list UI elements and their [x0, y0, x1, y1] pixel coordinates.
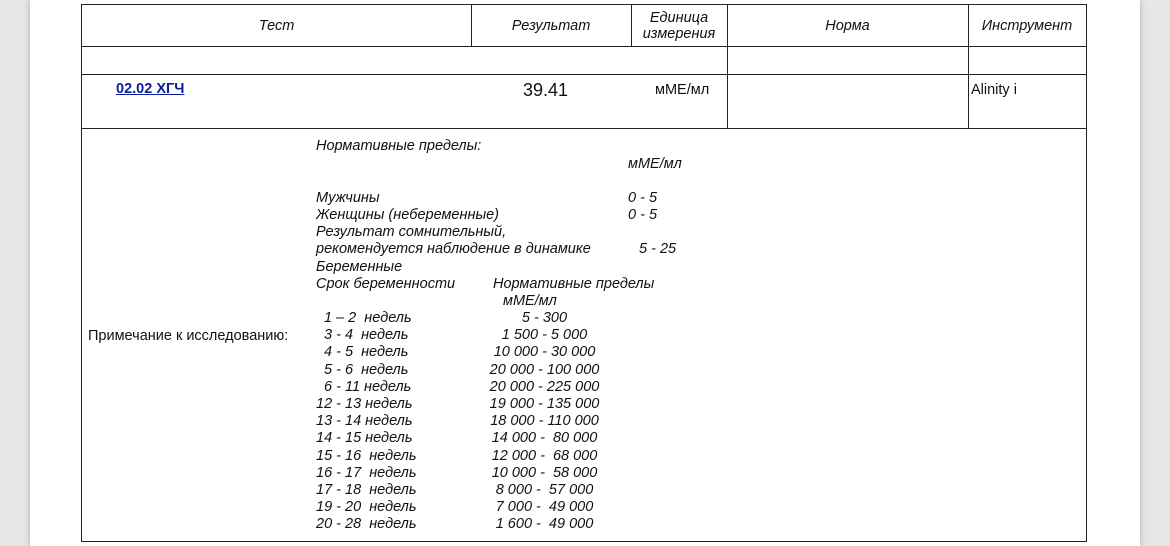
pregnancy-term: 13 - 14 недель: [316, 413, 413, 430]
test-name-link[interactable]: 02.02 ХГЧ: [116, 81, 185, 97]
norm-header: Нормативные пределы: [493, 276, 655, 292]
spacer-divider: [82, 74, 1086, 75]
group-value: 5 - 25: [639, 241, 677, 257]
header-norm: Норма: [825, 18, 870, 34]
pregnancy-range: 12 000 - 68 000: [491, 447, 598, 464]
unit-value: мМЕ/мл: [655, 82, 710, 98]
group-label: Результат сомнительный,: [316, 224, 507, 240]
pregnancy-term: 20 - 28 недель: [316, 516, 417, 533]
pregnancy-term: 12 - 13 недель: [316, 396, 413, 413]
pregnancy-ranges: [477, 310, 612, 534]
pregnancy-term: 14 - 15 недель: [316, 430, 413, 447]
pregnancy-term: 17 - 18 недель: [316, 482, 417, 499]
pregnancy-term: 6 - 11 недель: [324, 378, 412, 395]
pregnancy-range: 14 000 - 80 000: [491, 430, 598, 447]
header-unit: Единица измерения: [642, 10, 716, 42]
pregnancy-range: 5 - 300: [521, 310, 568, 326]
pregnancy-range: 20 000 - 225 000: [489, 378, 600, 395]
result-value: 39.41: [523, 80, 569, 100]
pregnancy-term: 15 - 16 недель: [316, 447, 417, 464]
header-divider: [82, 46, 1086, 47]
group-label: Мужчины: [316, 190, 380, 206]
row-divider: [82, 128, 1086, 129]
group-value: 0 - 5: [628, 190, 658, 206]
results-table: [81, 4, 1087, 542]
pregnancy-term: 4 - 5 недель: [324, 344, 409, 361]
pregnancy-range: 1 600 - 49 000: [495, 516, 594, 533]
pregnancy-range: 18 000 - 110 000: [490, 413, 599, 430]
pregnancy-range: 19 000 - 135 000: [489, 396, 600, 413]
group-label: Женщины (небеременные): [316, 207, 500, 223]
term-header: Срок беременности: [316, 276, 456, 292]
pregnancy-term: 16 - 17 недель: [316, 464, 417, 481]
reference-unit: мМЕ/мл: [628, 156, 682, 172]
pregnancy-term: 5 - 6 недель: [324, 361, 409, 378]
pregnancy-range: 10 000 - 58 000: [491, 464, 598, 481]
group-label: рекомендуется наблюдение в динамике: [316, 241, 591, 257]
pregnancy-term: 3 - 4 недель: [324, 327, 409, 344]
pregnancy-terms: [316, 310, 416, 534]
pregnancy-range: 10 000 - 30 000: [493, 344, 596, 361]
group-value: 0 - 5: [628, 207, 658, 223]
reference-title: Нормативные пределы:: [316, 138, 482, 154]
header-instrument: Инструмент: [981, 18, 1073, 34]
header-test: Тест: [258, 18, 295, 34]
pregnant-label: Беременные: [316, 259, 403, 275]
header-result: Результат: [511, 18, 591, 34]
pregnancy-term: 19 - 20 недель: [316, 499, 417, 516]
note-label: Примечание к исследованию:: [88, 328, 289, 344]
pregnancy-range: 8 000 - 57 000: [495, 482, 594, 499]
pregnancy-range: 1 500 - 5 000: [501, 327, 588, 344]
norm-unit: мМЕ/мл: [503, 293, 557, 309]
pregnancy-range: 7 000 - 49 000: [495, 499, 594, 516]
pregnancy-term: 1 – 2 недель: [324, 310, 412, 326]
pregnancy-range: 20 000 - 100 000: [489, 361, 600, 378]
instrument-value: Alinity i: [971, 82, 1017, 98]
